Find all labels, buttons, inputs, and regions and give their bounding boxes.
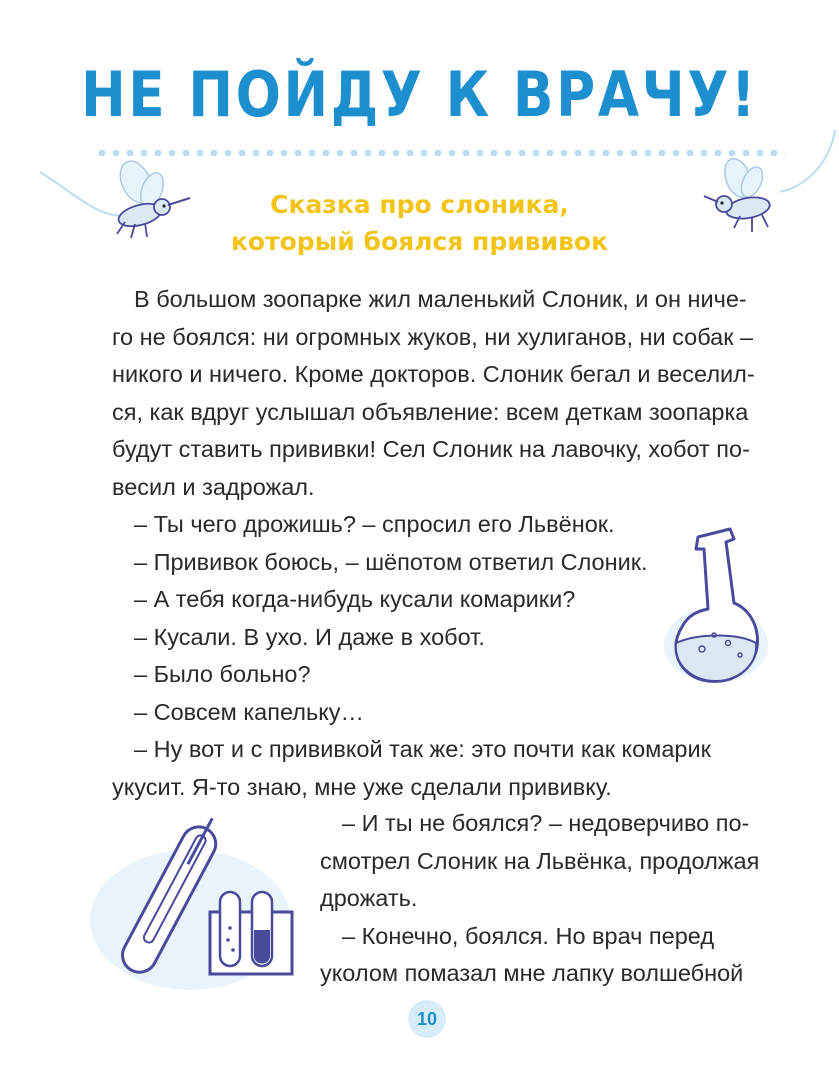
dialogue-line: [112, 694, 772, 732]
page-number: 10: [408, 1000, 446, 1038]
paragraph: [112, 731, 772, 806]
text-line: – Конечно, боялся. Но врач перед: [342, 922, 715, 949]
paragraph: [320, 918, 775, 993]
text-line: – Совсем капельку…: [134, 698, 364, 725]
text-line: – Кусали. В ухо. И даже в хобот.: [134, 623, 485, 650]
text-line: укусит. Я-то знаю, мне уже сделали прививку.: [112, 773, 612, 800]
page-title: НЕ ПОЙДУ К ВРАЧУ!: [81, 58, 758, 131]
text-line: – Прививок боюсь, – шёпотом ответил Слоник.: [134, 548, 648, 575]
text-line: В большом зоопарке жил маленький Слоник, и он ниче-: [134, 286, 747, 312]
text-line: го не боялся: ни огромных жуков, ни хулиганов, ни собак –: [112, 323, 754, 350]
paragraph: [320, 805, 775, 918]
thermometer-testtubes-illustration: [100, 800, 310, 1000]
text-line: ся, как вдруг услышал объявление: всем деткам зоопарка: [112, 398, 749, 425]
text-line: никого и ничего. Кроме докторов. Слоник бегал и веселил-: [112, 361, 755, 387]
paragraph: [112, 281, 772, 506]
subtitle-line: который боялся прививок: [230, 227, 609, 256]
text-line: – Было больно?: [134, 661, 311, 687]
text-line: – Ну вот и с прививкой так же: это почти как комарик: [134, 736, 711, 762]
text-line: – А тебя когда-нибудь кусали комарики?: [134, 586, 576, 612]
dotted-divider: [95, 146, 785, 160]
flask-illustration: [668, 515, 778, 695]
text-line: будут ставить прививки! Сел Слоник на лавочку, хобот по-: [112, 436, 750, 462]
text-line: – Ты чего дрожишь? – спросил его Львёнок.: [134, 511, 615, 537]
text-line: дрожать.: [320, 885, 418, 911]
text-line: смотрел Слоник на Львёнка, продолжая: [320, 847, 760, 874]
story-subtitle: [0, 186, 839, 260]
subtitle-line: Сказка про слоника,: [270, 190, 569, 219]
story-text-right: [320, 805, 775, 993]
text-line: весил и задрожал.: [112, 473, 315, 500]
text-line: уколом помазал мне лапку волшебной: [320, 960, 744, 986]
text-line: – И ты не боялся? – недоверчиво по-: [342, 810, 750, 836]
